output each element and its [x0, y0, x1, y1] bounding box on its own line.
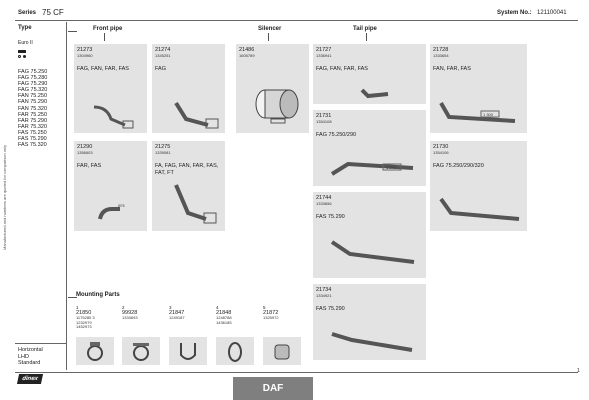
footer-rule [15, 343, 66, 344]
part-fitment: FAS 75.290 [316, 306, 345, 312]
mounting-index: 2 [122, 305, 125, 310]
model-item: FAN 75.250 [18, 93, 48, 100]
part-card-21290[interactable] [74, 141, 147, 231]
oem-number: 1325972 [263, 315, 279, 320]
oem-number: 1334921 [316, 293, 332, 298]
mounting-item-21872[interactable] [263, 305, 303, 321]
model-list [18, 69, 47, 148]
clamp-icon [122, 337, 160, 365]
oem-number: 1436185 [216, 319, 232, 325]
brand-name: DAF [262, 383, 284, 394]
brand-box [233, 377, 313, 400]
part-number: 99928 [122, 310, 138, 316]
part-number: 21274 [155, 47, 171, 53]
oem-number: 1336941 [316, 53, 332, 58]
pipe-drawing-icon [328, 326, 423, 358]
model-item: FAR 75.320 [18, 123, 48, 130]
config-item: LHD [18, 353, 30, 360]
section-tick [366, 33, 367, 41]
part-card-21486[interactable] [236, 44, 309, 133]
section-front-pipe: Front pipe [93, 26, 123, 32]
brand-logo-text: dinex [21, 376, 39, 382]
part-number: 21275 [155, 144, 171, 150]
mounting-index: 3 [169, 305, 172, 310]
config-item: Standard [18, 360, 41, 366]
part-fitment: FAR, FAS [77, 163, 102, 169]
part-fitment: FAG 75.250/290 [316, 132, 357, 138]
layout-icon [18, 50, 28, 59]
part-number: 21730 [433, 144, 449, 150]
oem-number: 1249187 [169, 315, 185, 320]
clamp-icon [76, 337, 114, 365]
part-fitment: FA, FAG, FAN, FAR, FAS, FAT, FT [155, 163, 219, 176]
oem-number: 1345251 [155, 53, 171, 58]
part-card-21731[interactable] [313, 110, 426, 186]
part-fitment: FAG, FAN, FAR, FAS [77, 66, 129, 72]
part-image [76, 337, 114, 365]
pipe-drawing-icon [166, 99, 221, 131]
oem-number: 1304960 [77, 53, 93, 58]
section-tick [268, 33, 269, 41]
oem-number: 1333693 [122, 315, 138, 320]
pipe-drawing-icon [89, 99, 139, 131]
section-silencer: Silencer [258, 26, 282, 32]
part-fitment: FAG 75.250/290/320 [433, 163, 484, 169]
system-value: 121100041 [537, 10, 567, 16]
model-item: FAS 75.250 [18, 129, 47, 136]
part-number: 21734 [316, 287, 332, 293]
model-item: FAG 75.280 [18, 75, 48, 82]
model-item: FAN 75.290 [18, 99, 48, 106]
dim-label: Ø76 [118, 204, 125, 208]
oem-number: 1356603 [77, 150, 93, 155]
model-item: FAN 75.320 [18, 105, 48, 112]
config-item: Horizontal [18, 347, 43, 353]
page-number: 1 [577, 368, 580, 374]
part-number: 21847 [169, 310, 185, 316]
oem-number: 1354108 [316, 119, 332, 124]
pipe-drawing-icon [94, 203, 134, 227]
brand-logo [17, 374, 43, 384]
part-number: 21744 [316, 195, 332, 201]
part-number: 21872 [263, 310, 279, 316]
part-fitment: FAG [155, 66, 167, 72]
mounting-item-21850[interactable] [76, 305, 116, 330]
oem-number: 1354106 [433, 150, 449, 155]
part-card-21730[interactable] [430, 141, 527, 231]
model-item: FAG 75.250 [18, 69, 48, 75]
silencer-drawing-icon [251, 82, 303, 126]
pipe-drawing-icon [435, 99, 525, 131]
sleeve-icon [263, 337, 301, 365]
part-number: 21848 [216, 310, 232, 316]
gasket-ring-icon [216, 337, 254, 365]
oem-number: 1232979 [76, 319, 92, 325]
part-card-21273[interactable] [74, 44, 147, 133]
emission-standard: Euro II [18, 40, 33, 46]
oem-number: 1452973 [76, 324, 92, 329]
pipe-drawing-icon [166, 181, 221, 229]
model-item: FAR 75.290 [18, 117, 48, 124]
oem-number: 1333654 [433, 53, 449, 58]
part-card-21734[interactable] [313, 284, 426, 360]
part-number: 21273 [77, 47, 93, 53]
mounting-item-21848[interactable] [216, 305, 256, 325]
pipe-drawing-icon [328, 154, 423, 182]
part-number: 21727 [316, 47, 332, 53]
part-image [122, 337, 160, 365]
model-item: FAR 75.250 [18, 111, 48, 118]
config-footer [18, 347, 43, 367]
mounting-parts-title: Mounting Parts [76, 292, 120, 298]
part-number: 21731 [316, 113, 332, 119]
section-bullet [68, 31, 77, 32]
oem-number: 1175280 3 [76, 315, 95, 320]
part-card-21275[interactable] [152, 141, 225, 231]
type-col-divider [66, 22, 67, 370]
part-card-21728[interactable] [430, 44, 527, 133]
mounting-index: 4 [216, 305, 219, 310]
part-card-21274[interactable] [152, 44, 225, 133]
system-label: System No.: [497, 10, 532, 16]
model-item: FAS 75.320 [18, 142, 47, 149]
part-number: 21290 [77, 144, 93, 150]
pipe-drawing-icon [328, 236, 423, 274]
pipe-drawing-icon [358, 84, 398, 102]
part-fitment: FAS 75.290 [316, 214, 345, 220]
model-item: FAS 75.290 [18, 136, 47, 143]
part-image [169, 337, 207, 365]
side-disclaimer: Manufactured and numbers are quoted for comparison only [2, 144, 7, 250]
dim-label: 1 240 [386, 165, 397, 170]
part-card-21744[interactable] [313, 192, 426, 278]
series-value: 75 CF [42, 8, 64, 17]
part-card-21727[interactable] [313, 44, 426, 104]
u-bolt-icon [169, 337, 207, 365]
part-image [216, 337, 254, 365]
series-label: Series [18, 10, 37, 16]
part-fitment: FAN, FAR, FAS [433, 66, 471, 72]
part-image [263, 337, 301, 365]
part-number: 21486 [239, 47, 255, 53]
section-tail-pipe: Tail pipe [353, 26, 377, 32]
dim-label: 1 300 [483, 112, 494, 117]
model-item: FAG 75.290 [18, 81, 48, 88]
oem-number: 1248788 [216, 315, 232, 320]
part-number: 21850 [76, 310, 92, 316]
pipe-drawing-icon [435, 191, 525, 229]
header-rule [15, 20, 578, 21]
part-number: 21728 [433, 47, 449, 53]
model-item: FAG 75.320 [18, 87, 48, 94]
type-title: Type [18, 25, 32, 31]
oem-number: 1333656 [316, 201, 332, 206]
mounting-index: 5 [263, 305, 266, 310]
part-fitment: FAG, FAN, FAR, FAS [316, 66, 368, 72]
mounting-item-99928[interactable] [122, 305, 162, 321]
mounting-item-21847[interactable] [169, 305, 209, 321]
section-tick [104, 33, 105, 41]
oem-number: 1339081 [155, 150, 171, 155]
oem-number: 1605789 [239, 53, 255, 58]
mounting-index: 1 [76, 305, 79, 310]
footer-rule [15, 372, 578, 373]
